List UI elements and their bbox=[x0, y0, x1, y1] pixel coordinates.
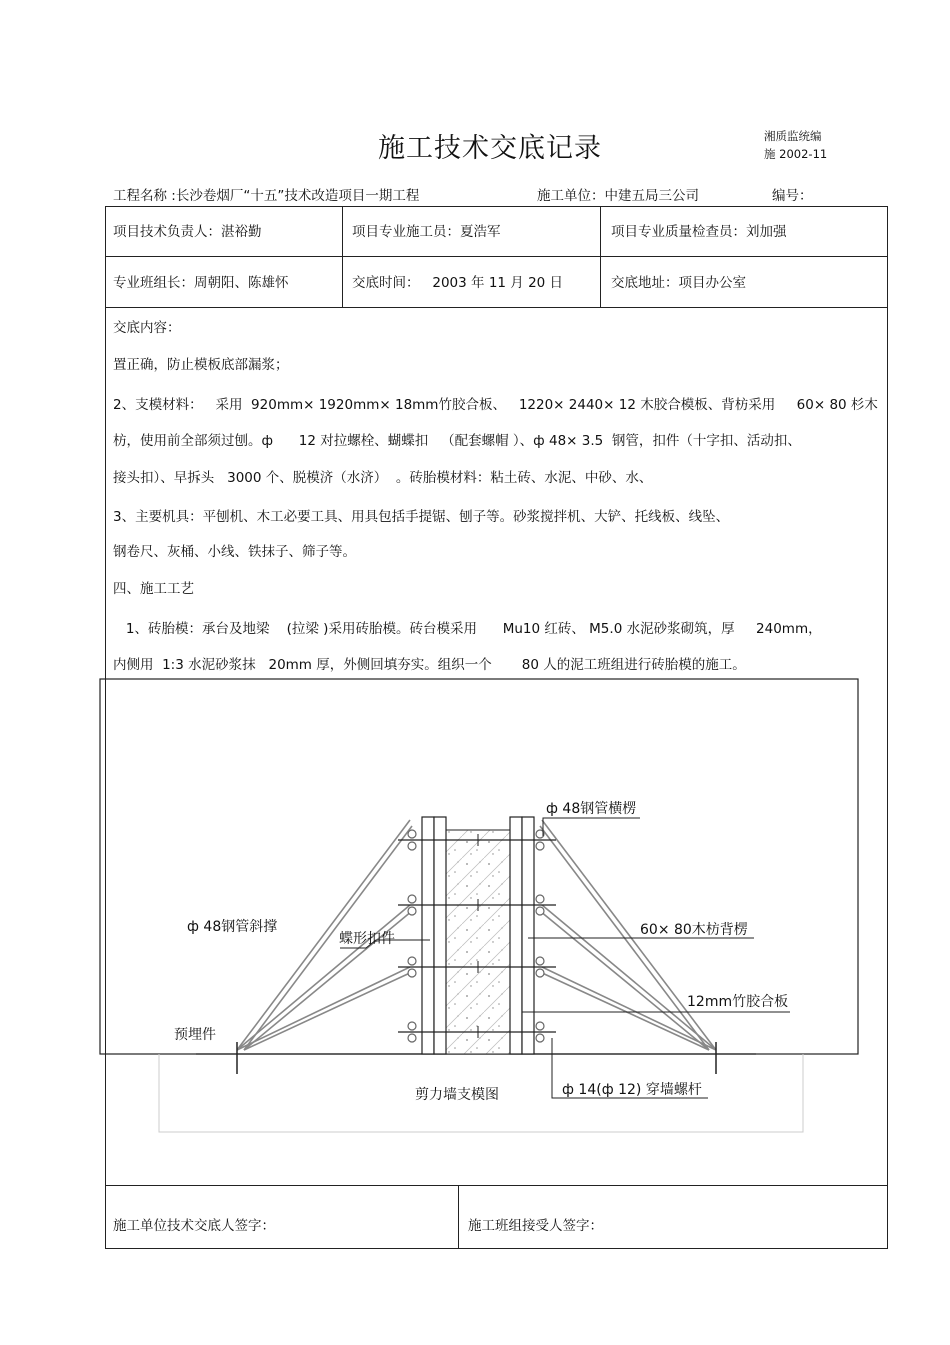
content-paragraph: 钢卷尺、灰桶、小线、铁抹子、筛子等。 bbox=[113, 544, 356, 560]
left-plywood bbox=[434, 817, 446, 1054]
label-steel-beam: ф 48钢管横楞 bbox=[546, 801, 637, 817]
tech-lead-cell: 项目技术负责人：湛裕勤 bbox=[113, 224, 262, 240]
concrete-wall bbox=[446, 830, 510, 1054]
form-code-line2: 施 2002-11 bbox=[764, 147, 828, 161]
right-plywood bbox=[510, 817, 522, 1054]
content-paragraph: 接头扣）、早拆头 3000 个、脱模济（水济） 。砖胎模材料：粘土砖、水泥、中砂、水、 bbox=[113, 470, 653, 486]
content-paragraph: 1、砖胎模：承台及地梁 (拉梁 )采用砖胎模。砖台模采用 Mu10 红砖、 M5.0 水泥砂浆砌筑，厚 240mm， bbox=[113, 621, 822, 637]
signature-left: 施工单位技术交底人签字： bbox=[113, 1218, 275, 1234]
label-butterfly-clamp: 蝶形扣件 bbox=[339, 931, 395, 947]
content-paragraph: 置正确，防止模板底部漏浆； bbox=[113, 357, 289, 373]
form-code-line1: 湘质监统编 bbox=[764, 129, 822, 143]
content-paragraph: 2、支模材料： 采用 920mm× 1920mm× 18mm竹胶合板、 1220× 2440× 12 木胶合模板、背枋采用 60× 80 杉木 bbox=[113, 397, 878, 413]
content-paragraph: 内侧用 1:3 水泥砂浆抹 20mm 厚，外侧回填夯实。组织一个 80 人的泥工班组进行砖胎模的施工。 bbox=[113, 657, 746, 673]
section-heading: 四、施工工艺 bbox=[113, 581, 194, 597]
left-timber-backing bbox=[422, 817, 434, 1054]
label-embedded-part: 预埋件 bbox=[174, 1027, 216, 1043]
briefing-location-cell: 交底地址：项目办公室 bbox=[611, 275, 746, 291]
quality-inspector-cell: 项目专业质量检查员：刘加强 bbox=[611, 224, 787, 240]
label-plywood: 12mm竹胶合板 bbox=[687, 994, 789, 1010]
team-leader-cell: 专业班组长：周朝阳、陈雄怀 bbox=[113, 275, 289, 291]
briefing-time-cell: 交底时间： 2003 年 11 月 20 日 bbox=[352, 275, 564, 291]
content-paragraph: 3、主要机具：平刨机、木工必要工具、用具包括手提锯、刨子等。砂浆搅拌机、大铲、托线板、线坠、 bbox=[113, 509, 730, 525]
page-title: 施工技术交底记录 bbox=[378, 133, 602, 164]
label-timber-backing: 60× 80木枋背楞 bbox=[640, 922, 748, 938]
diagram-caption: 剪力墙支模图 bbox=[415, 1087, 499, 1103]
label-through-bolt: ф 14(ф 12) 穿墙螺杆 bbox=[562, 1082, 702, 1098]
right-timber-backing bbox=[522, 817, 534, 1054]
content-paragraph: 枋，使用前全部须过刨。ф 12 对拉螺栓、蝴蝶扣 （配套螺帽 ）、ф 48× 3.5 钢管，扣件（十字扣、活动扣、 bbox=[113, 433, 801, 449]
label-steel-brace: ф 48钢管斜撑 bbox=[187, 919, 278, 935]
signature-right: 施工班组接受人签字： bbox=[468, 1218, 603, 1234]
site-worker-cell: 项目专业施工员：夏浩军 bbox=[352, 224, 501, 240]
serial-number: 编号： bbox=[772, 188, 813, 204]
content-label: 交底内容： bbox=[113, 320, 181, 336]
construction-unit: 施工单位：中建五局三公司 bbox=[537, 188, 699, 204]
project-name: 工程名称 :长沙卷烟厂“十五”技术改造项目一期工程 bbox=[113, 188, 420, 204]
